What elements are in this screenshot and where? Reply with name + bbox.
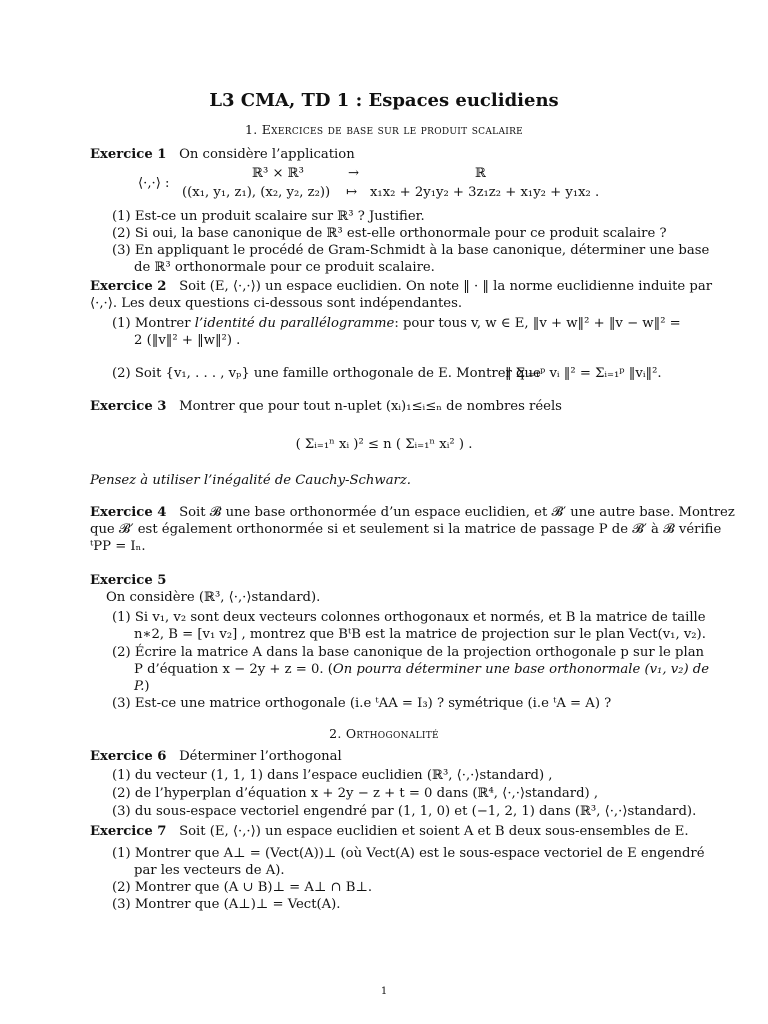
exercise-1-question-3-cont: de ℝ³ orthonormale pour ce produit scalaire. <box>134 260 435 275</box>
section-heading-2: 2. Orthogonalité <box>329 726 439 741</box>
exercise-3-formula: ( Σᵢ₌₁ⁿ xᵢ )² ≤ n ( Σᵢ₌₁ⁿ xᵢ² ) . <box>295 437 473 452</box>
exercise-7-label: Exercice 7 <box>90 824 167 839</box>
exercise-6-label: Exercice 6 <box>90 749 167 764</box>
exercise-7 <box>90 824 689 840</box>
page-title: L3 CMA, TD 1 : Espaces euclidiens <box>209 90 559 111</box>
exercise-7-question-2: (2) Montrer que (A ∪ B)⊥ = A⊥ ∩ B⊥. <box>112 880 373 895</box>
exercise-1-question-1: (1) Est-ce un produit scalaire sur ℝ³ ? Justifier. <box>112 209 425 224</box>
q1-suffix: : pour tous v, w ∈ E, ‖v + w‖² + ‖v − w‖² = <box>394 316 681 331</box>
exercise-2-formula: ‖ Σᵢ₌₁ᵖ vᵢ ‖² = Σᵢ₌₁ᵖ ‖vᵢ‖². <box>505 366 662 381</box>
q1-prefix: (1) Montrer <box>112 316 191 331</box>
exercise-6-question-1: (1) du vecteur (1, 1, 1) dans l’espace euclidien (ℝ³, ⟨·,·⟩standard) , <box>112 768 553 783</box>
exercise-2-line-2: ⟨·,·⟩. Les deux questions ci-dessous sont indépendantes. <box>90 296 463 311</box>
exercise-6-question-2: (2) de l’hyperplan d’équation x + 2y − z + t = 0 dans (ℝ⁴, ⟨·,·⟩standard) , <box>112 786 599 801</box>
exercise-6-intro: Déterminer l’orthogonal <box>179 749 342 764</box>
exercise-3-label: Exercice 3 <box>90 399 167 414</box>
exercise-6-question-3: (3) du sous-espace vectoriel engendré par (1, 1, 0) et (−1, 2, 1) dans (ℝ³, ⟨·,·⟩standard). <box>112 804 697 819</box>
exercise-4-line-1: Soit 𝓑 une base orthonormée d’un espace euclidien, et 𝓑′ une autre base. Montrez <box>179 505 735 520</box>
exercise-1-intro: On considère l’application <box>179 147 355 162</box>
q2-italic: On pourra déterminer une base orthonormale (v₁, v₂) de <box>332 662 710 677</box>
exercise-5-question-3: (3) Est-ce une matrice orthogonale (i.e ᵗAA = I₃) ? symétrique (i.e ᵗA = A) ? <box>112 696 612 711</box>
exercise-4 <box>90 505 735 521</box>
exercise-2-line-1: Soit (E, ⟨·,·⟩) un espace euclidien. On note ‖ · ‖ la norme euclidienne induite par <box>179 279 713 294</box>
exercise-2-question-1-cont: 2 (‖v‖² + ‖w‖²) . <box>134 333 241 348</box>
exercise-1-label: Exercice 1 <box>90 147 167 162</box>
map-name: ⟨·,·⟩ : <box>138 176 170 191</box>
exercise-3-hint: Pensez à utiliser l’inégalité de Cauchy-Schwarz. <box>90 473 411 488</box>
page-number: 1 <box>380 986 388 997</box>
exercise-2-question-1 <box>112 316 681 332</box>
map-argument: ((x₁, y₁, z₁), (x₂, y₂, z₂)) <box>182 185 331 200</box>
exercise-4-label: Exercice 4 <box>90 505 167 520</box>
exercise-5-question-1-cont: n∗2, B = [v₁ v₂] , montrez que BᵗB est la matrice de projection sur le plan Vect(v₁, v₂). <box>134 627 706 642</box>
exercise-7-intro: Soit (E, ⟨·,·⟩) un espace euclidien et soient A et B deux sous-ensembles de E. <box>179 824 689 839</box>
q1-italic: l’identité du parallélogramme <box>194 316 395 331</box>
exercise-2-question-2: (2) Soit {v₁, . . . , vₚ} une famille orthogonale de E. Montrer que <box>112 366 541 381</box>
exercise-7-question-3: (3) Montrer que (A⊥)⊥ = Vect(A). <box>112 897 341 912</box>
q2-close-paren: ) <box>144 679 150 694</box>
exercise-2 <box>90 279 712 295</box>
map-domain: ℝ³ × ℝ³ <box>252 166 304 181</box>
map-to-symbol: ↦ <box>346 185 358 200</box>
exercise-5-question-2-cont <box>134 662 709 678</box>
section-heading-1: 1. Exercices de base sur le produit scalaire <box>244 122 524 137</box>
map-expression: x₁x₂ + 2y₁y₂ + 3z₁z₂ + x₁y₂ + y₁x₂ . <box>370 185 600 200</box>
exercise-5-question-2-end <box>134 679 150 695</box>
exercise-3 <box>90 399 562 415</box>
q2-prefix: P d’équation x − 2y + z = 0. ( <box>134 662 333 677</box>
exercise-7-question-1-cont: par les vecteurs de A). <box>134 863 285 878</box>
exercise-4-line-2: que 𝓑′ est également orthonormée si et seulement si la matrice de passage P de 𝓑′ à 𝓑 vérifie <box>90 522 722 537</box>
exercise-1 <box>90 147 355 163</box>
exercise-4-line-3: ᵗPP = Iₙ. <box>90 539 146 554</box>
exercise-3-line-1: Montrer que pour tout n-uplet (xᵢ)₁≤ᵢ≤ₙ de nombres réels <box>179 399 562 414</box>
map-arrow: → <box>348 166 360 181</box>
exercise-1-question-2: (2) Si oui, la base canonique de ℝ³ est-elle orthonormale pour ce produit scalaire ? <box>112 226 667 241</box>
exercise-2-label: Exercice 2 <box>90 279 167 294</box>
exercise-1-question-3: (3) En appliquant le procédé de Gram-Schmidt à la base canonique, déterminer une base <box>112 243 710 258</box>
exercise-6 <box>90 749 342 765</box>
exercise-5-question-2: (2) Écrire la matrice A dans la base canonique de la projection orthogonale p sur le plan <box>112 645 705 660</box>
exercise-5-label: Exercice 5 <box>90 573 167 588</box>
exercise-7-question-1: (1) Montrer que A⊥ = (Vect(A))⊥ (où Vect(A) est le sous-espace vectoriel de E engendré <box>112 846 705 861</box>
q2-italic-end: P. <box>134 679 145 694</box>
exercise-5-intro: On considère (ℝ³, ⟨·,·⟩standard). <box>106 590 321 605</box>
exercise-5-question-1: (1) Si v₁, v₂ sont deux vecteurs colonnes orthogonaux et normés, et B la matrice de taille <box>112 610 706 625</box>
map-codomain: ℝ <box>475 166 486 181</box>
